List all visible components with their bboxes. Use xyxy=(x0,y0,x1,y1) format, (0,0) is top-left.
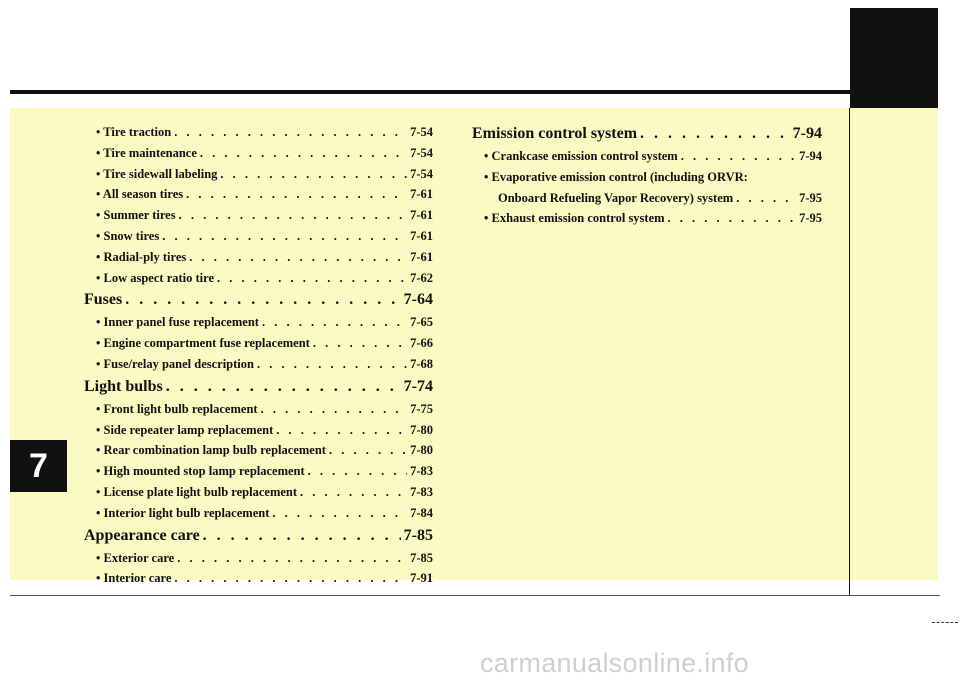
toc-entry-title: Appearance care xyxy=(84,526,200,544)
toc-subsection-entry[interactable] xyxy=(84,482,433,503)
toc-entry-page: 7-66 xyxy=(410,336,433,351)
toc-leader-dots xyxy=(668,208,797,228)
toc-entry-page: 7-54 xyxy=(410,125,433,139)
toc-leader-dots xyxy=(262,312,407,332)
toc-entry-title: • All season tires xyxy=(96,187,184,202)
toc-subsection-entry[interactable] xyxy=(84,247,433,268)
toc-entry-page: 7-83 xyxy=(410,484,433,499)
toc-subsection-entry[interactable] xyxy=(84,399,433,420)
toc-entry-title: • Exterior care xyxy=(96,550,175,565)
toc-entry-title: • Fuse/relay panel description xyxy=(96,356,254,371)
toc-entry-title: • License plate light bulb replacement xyxy=(96,484,298,499)
toc-entry-title: Light bulbs xyxy=(84,377,163,395)
toc-subsection-entry[interactable] xyxy=(84,268,433,289)
toc-entry-page: 7-61 xyxy=(410,187,433,202)
toc-subsection-entry[interactable] xyxy=(84,461,433,482)
toc-entry-title: • Summer tires xyxy=(96,208,176,223)
toc-entry-page: 7-80 xyxy=(410,422,433,437)
toc-subsection-entry[interactable] xyxy=(84,333,433,354)
toc-leader-dots xyxy=(174,568,407,588)
toc-entry-page: 7-95 xyxy=(799,211,822,226)
toc-leader-dots xyxy=(257,354,407,374)
toc-section-entry[interactable] xyxy=(84,288,433,312)
toc-entry-page: 7-54 xyxy=(410,145,433,160)
toc-leader-dots xyxy=(640,122,790,146)
toc-entry-title: • Exhaust emission control system xyxy=(484,211,665,226)
toc-leader-dots xyxy=(300,482,407,502)
toc-entry-title: Onboard Refueling Vapor Recovery) system xyxy=(498,190,734,205)
toc-subsection-entry[interactable] xyxy=(472,208,822,229)
margin-divider xyxy=(849,108,850,595)
toc-section-entry[interactable] xyxy=(472,122,822,146)
toc-leader-dots xyxy=(261,399,408,419)
page-number-placeholder xyxy=(932,622,958,624)
toc-subsection-entry[interactable] xyxy=(84,143,433,164)
toc-entry-title: • Radial-ply tires xyxy=(96,249,187,264)
toc-subsection-entry[interactable] xyxy=(84,503,433,524)
toc-leader-dots xyxy=(313,333,407,353)
toc-subsection-entry[interactable] xyxy=(472,188,822,209)
toc-entry-page: 7-68 xyxy=(410,356,433,371)
toc-entry-title: • Rear combination lamp bulb replacement xyxy=(96,443,326,458)
toc-entry-page: 7-61 xyxy=(410,228,433,243)
toc-leader-dots xyxy=(189,247,407,267)
toc-entry-page: 7-91 xyxy=(410,571,433,586)
toc-subsection-entry[interactable] xyxy=(472,146,822,167)
toc-leader-dots xyxy=(217,268,407,288)
toc-subsection-entry[interactable] xyxy=(84,122,433,143)
toc-subsection-entry[interactable] xyxy=(84,184,433,205)
toc-subsection-entry[interactable] xyxy=(84,440,433,461)
toc-leader-dots xyxy=(736,188,796,208)
toc-entry-title: • High mounted stop lamp replacement xyxy=(96,464,305,479)
toc-entry-page: 7-74 xyxy=(403,377,433,395)
toc-leader-dots xyxy=(179,205,407,225)
toc-entry-title: • Interior light bulb replacement xyxy=(96,505,270,520)
toc-entry-title: • Tire sidewall labeling xyxy=(96,166,218,181)
toc-entry-page: 7-85 xyxy=(410,550,433,565)
chapter-tab-header xyxy=(850,8,938,108)
toc-subsection-entry[interactable] xyxy=(84,205,433,226)
top-rule xyxy=(10,90,850,94)
toc-leader-dots xyxy=(177,548,407,568)
toc-leader-dots xyxy=(200,143,407,163)
toc-entry-page: 7-80 xyxy=(410,443,433,458)
toc-entry-title: • Interior care xyxy=(96,571,172,586)
toc-section-entry[interactable] xyxy=(84,524,433,548)
watermark: carmanualsonline.info xyxy=(480,648,749,678)
toc-entry-page: 7-83 xyxy=(410,464,433,479)
toc-entry-title: • Engine compartment fuse replacement xyxy=(96,336,310,351)
toc-subsection-entry[interactable] xyxy=(84,312,433,333)
toc-leader-dots xyxy=(220,164,407,184)
bottom-rule xyxy=(10,595,940,596)
toc-subsection-entry[interactable] xyxy=(84,354,433,375)
toc-entry-title: • Tire traction xyxy=(96,125,172,139)
toc-leader-dots xyxy=(329,440,407,460)
toc-leader-dots xyxy=(125,288,400,312)
toc-entry-page: 7-94 xyxy=(799,149,822,163)
toc-entry-page: 7-64 xyxy=(403,291,433,309)
chapter-number-badge: 7 xyxy=(10,440,67,492)
toc-entry-title: • Front light bulb replacement xyxy=(96,401,258,416)
toc-leader-dots xyxy=(276,420,407,440)
toc-entry-page: 7-61 xyxy=(410,208,433,223)
toc-entry-page: 7-61 xyxy=(410,249,433,264)
toc-entry-page: 7-84 xyxy=(410,505,433,520)
toc-entry-title: • Tire maintenance xyxy=(96,145,197,160)
toc-entry-title: Emission control system xyxy=(472,125,638,142)
toc-subsection-entry[interactable] xyxy=(84,420,433,441)
toc-column-right xyxy=(472,122,822,229)
toc-section-entry[interactable] xyxy=(84,375,433,399)
toc-subsection-entry[interactable] xyxy=(84,164,433,185)
toc-entry-title: • Crankcase emission control system xyxy=(484,149,678,163)
toc-leader-dots xyxy=(186,184,407,204)
toc-subsection-entry[interactable] xyxy=(84,226,433,247)
toc-subsection-entry[interactable] xyxy=(472,167,822,188)
toc-entry-page: 7-94 xyxy=(792,125,822,142)
toc-leader-dots xyxy=(308,461,407,481)
toc-entry-page: 7-54 xyxy=(410,166,433,181)
toc-entry-page: 7-62 xyxy=(410,270,433,285)
toc-subsection-entry[interactable] xyxy=(84,548,433,569)
toc-entry-page: 7-75 xyxy=(410,401,433,416)
toc-entry-page: 7-95 xyxy=(799,190,822,205)
toc-entry-title: • Inner panel fuse replacement xyxy=(96,315,259,330)
toc-leader-dots xyxy=(166,375,401,399)
toc-leader-dots xyxy=(272,503,407,523)
toc-entry-title: • Side repeater lamp replacement xyxy=(96,422,274,437)
toc-entry-page: 7-85 xyxy=(403,526,433,544)
toc-column-left xyxy=(84,122,433,589)
toc-entry-title: • Evaporative emission control (including ORVR: xyxy=(484,169,748,184)
toc-leader-dots xyxy=(174,122,407,142)
toc-entry-title: • Low aspect ratio tire xyxy=(96,270,215,285)
toc-entry-title: • Snow tires xyxy=(96,228,160,243)
toc-entry-page: 7-65 xyxy=(410,315,433,330)
toc-entry-title: Fuses xyxy=(84,291,123,309)
toc-subsection-entry[interactable] xyxy=(84,568,433,589)
toc-leader-dots xyxy=(681,146,796,166)
toc-leader-dots xyxy=(203,524,401,548)
toc-leader-dots xyxy=(162,226,407,246)
